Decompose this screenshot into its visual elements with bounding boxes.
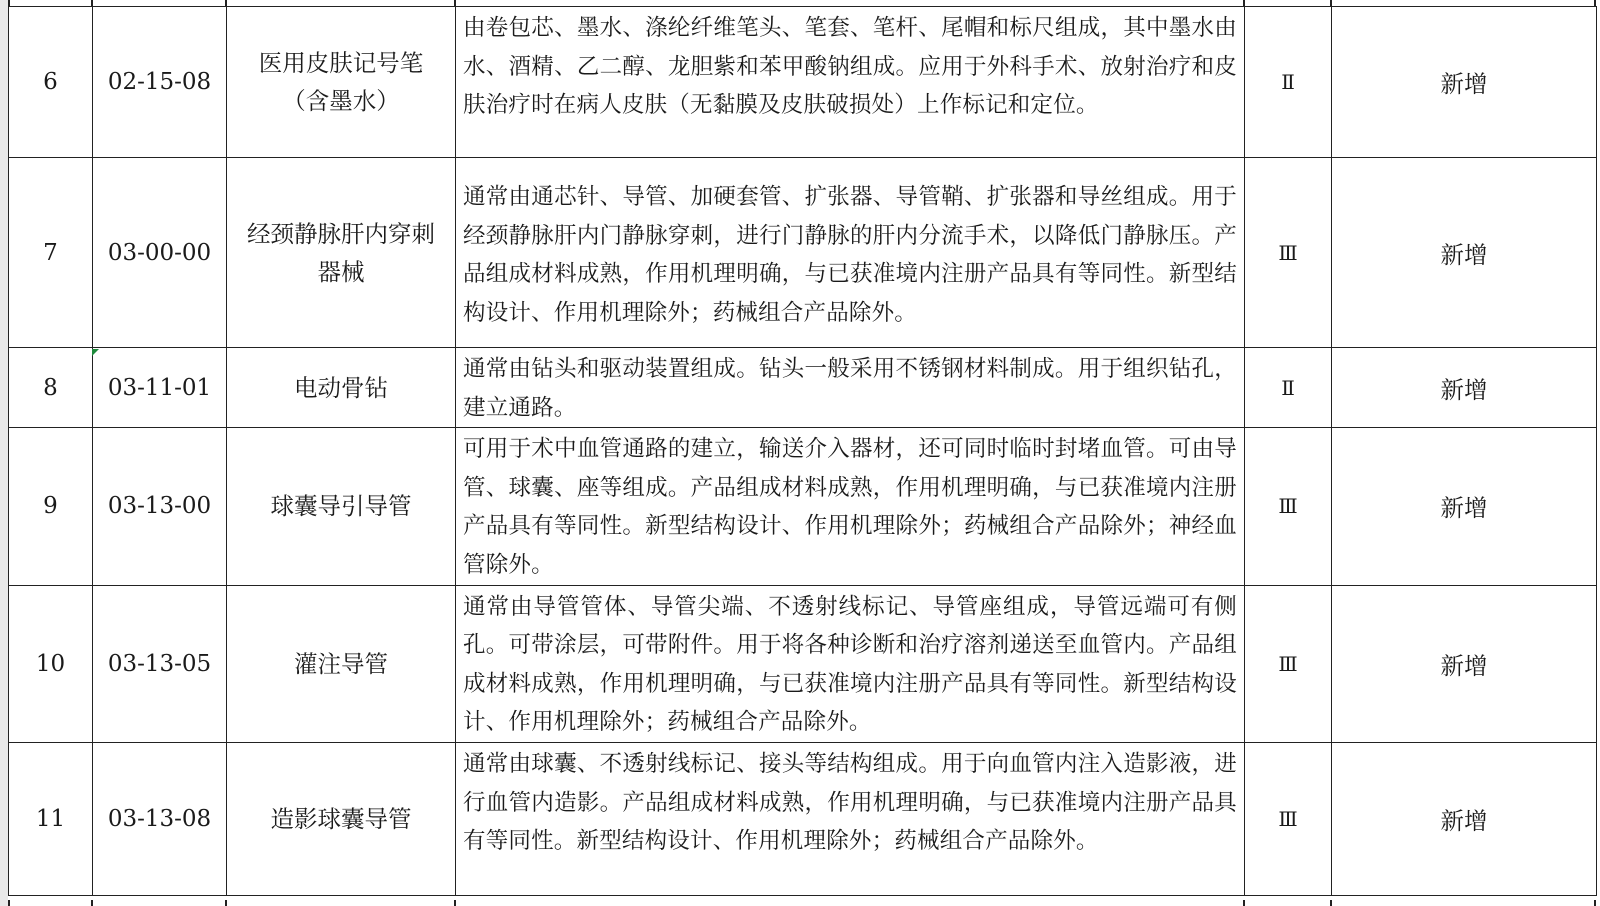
management-class: Ⅲ	[1245, 428, 1332, 585]
next-row-border-strip	[8, 900, 1596, 906]
management-class: Ⅲ	[1245, 585, 1332, 742]
change-status: 新增	[1332, 7, 1597, 158]
table-row	[9, 348, 1597, 428]
cell-comment-marker	[92, 349, 99, 356]
product-description: 通常由导管管体、导管尖端、不透射线标记、导管座组成，导管远端可有侧孔。可带涂层，可带附件。用于将各种诊断和治疗溶剂递送至血管内。产品组成材料成熟，作用机理明确，与已获准境内注册产品具有等同性。新型结构设计、作用机理除外；药械组合产品除外。	[456, 585, 1245, 742]
product-name	[227, 348, 456, 428]
product-name-line: （含墨水）	[282, 87, 400, 115]
product-name	[227, 428, 456, 585]
table-row	[9, 158, 1597, 348]
product-description: 通常由通芯针、导管、加硬套管、扩张器、导管鞘、扩张器和导丝组成。用于经颈静脉肝内门静脉穿刺，进行门静脉的肝内分流手术，以降低门静脉压。产品组成材料成熟，作用机理明确，与已获准境内注册产品具有等同性。新型结构设计、作用机理除外；药械组合产品除外。	[456, 158, 1245, 348]
table-row	[9, 742, 1597, 895]
table-row	[9, 585, 1597, 742]
row-number: 8	[9, 348, 93, 428]
product-description: 通常由球囊、不透射线标记、接头等结构组成。用于向血管内注入造影液，进行血管内造影。产品组成材料成熟，作用机理明确，与已获准境内注册产品具有等同性。新型结构设计、作用机理除外；药械组合产品除外。	[456, 742, 1245, 895]
product-name-line: 经颈静脉肝内穿刺	[247, 219, 435, 248]
management-class: Ⅱ	[1245, 348, 1332, 428]
product-name-line: 电动骨钻	[294, 373, 388, 402]
product-name-line: 球囊导引导管	[270, 492, 412, 521]
category-code: 03-00-00	[93, 158, 227, 348]
product-name	[227, 742, 456, 895]
product-name-line: 造影球囊导管	[270, 804, 412, 833]
table-row	[9, 7, 1597, 158]
management-class: Ⅲ	[1245, 158, 1332, 348]
change-status: 新增	[1332, 742, 1597, 895]
product-description: 通常由钻头和驱动装置组成。钻头一般采用不锈钢材料制成。用于组织钻孔，建立通路。	[456, 348, 1245, 428]
product-name-line: 医用皮肤记号笔	[258, 49, 424, 77]
product-name	[227, 585, 456, 742]
product-name-line: 器械	[317, 257, 365, 286]
category-code: 03-13-00	[93, 428, 227, 585]
product-name	[227, 7, 456, 158]
row-number: 7	[9, 158, 93, 348]
management-class: Ⅱ	[1245, 7, 1332, 158]
category-code: 03-11-01	[93, 348, 227, 428]
row-number: 6	[9, 7, 93, 158]
change-status: 新增	[1332, 158, 1597, 348]
change-status: 新增	[1332, 428, 1597, 585]
category-code: 03-13-08	[93, 742, 227, 895]
category-code: 03-13-05	[93, 585, 227, 742]
table-row	[9, 428, 1597, 585]
row-number: 10	[9, 585, 93, 742]
document-sheet	[8, 0, 1600, 906]
product-description: 可用于术中血管通路的建立，输送介入器材，还可同时临时封堵血管。可由导管、球囊、座等组成。产品组成材料成熟，作用机理明确，与已获准境内注册产品具有等同性。新型结构设计、作用机理除外；药械组合产品除外；神经血管除外。	[456, 428, 1245, 585]
sheet-left-margin	[0, 0, 8, 906]
management-class: Ⅲ	[1245, 742, 1332, 895]
device-catalog-table	[8, 6, 1597, 896]
category-code: 02-15-08	[93, 7, 227, 158]
product-description: 由卷包芯、墨水、涤纶纤维笔头、笔套、笔杆、尾帽和标尺组成，其中墨水由水、酒精、乙二醇、龙胆紫和苯甲酸钠组成。应用于外科手术、放射治疗和皮肤治疗时在病人皮肤（无黏膜及皮肤破损处）上作标记和定位。	[456, 7, 1245, 158]
row-number: 11	[9, 742, 93, 895]
row-number: 9	[9, 428, 93, 585]
product-name	[227, 158, 456, 348]
product-name-line: 灌注导管	[294, 649, 388, 678]
change-status: 新增	[1332, 348, 1597, 428]
change-status: 新增	[1332, 585, 1597, 742]
